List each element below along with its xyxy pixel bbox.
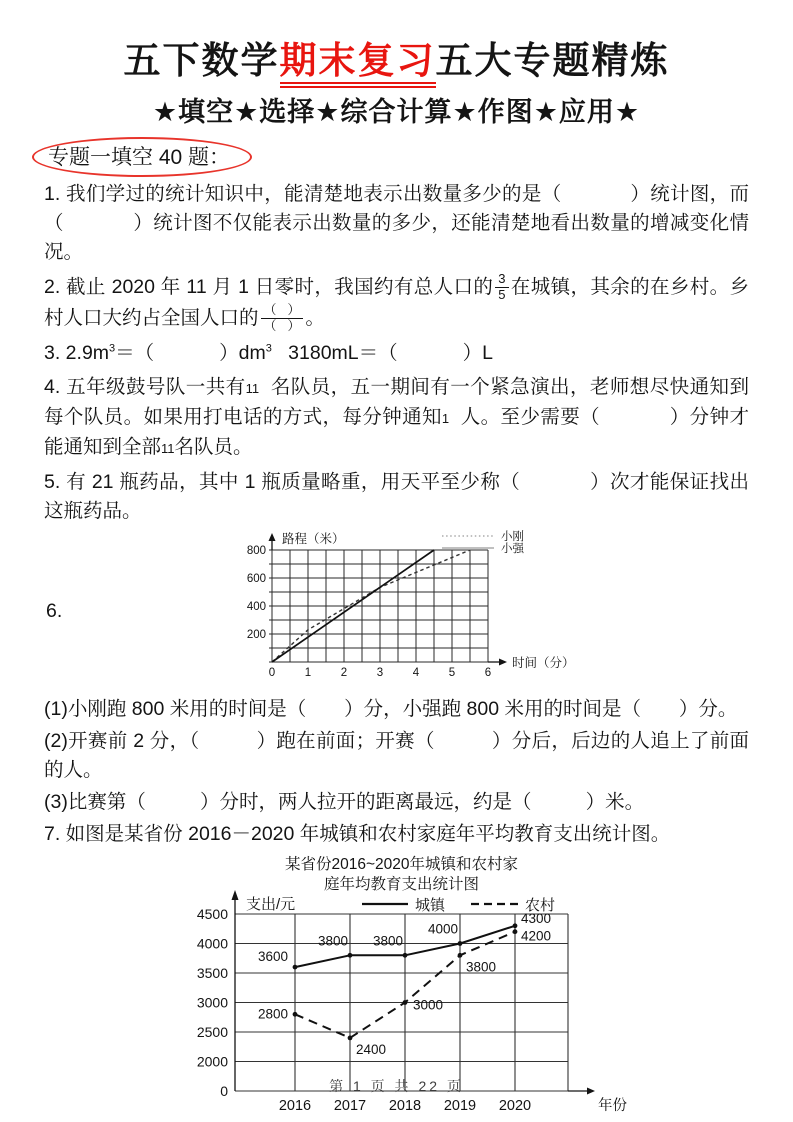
q4-small-number: 1 <box>441 411 450 426</box>
svg-text:2800: 2800 <box>257 1006 288 1022</box>
page-subtitle: ★填空★选择★综合计算★作图★应用★ <box>152 97 641 128</box>
question-1: 1. 我们学过的统计知识中，能清楚地表示出数量多少的是（ ）统计图，而（ ）统计图不仅能表示出数量的多少，还能清楚地看出数量的增减变化情况。 <box>44 183 749 264</box>
q4-small-number: 11 <box>245 381 260 396</box>
q4-text: 4. 五年级鼓号队一共有 <box>44 376 246 398</box>
time-distance-chart-svg <box>242 530 662 688</box>
svg-text:400: 400 <box>246 601 266 613</box>
title-suffix: 五大专题精炼 <box>435 40 670 81</box>
q4-small-number: 11 <box>161 441 175 456</box>
svg-text:小刚: 小刚 <box>501 531 524 543</box>
question-6-label: 6. <box>46 600 63 622</box>
q2-text: 在城镇，其余的在乡村。乡村人口大约占全国人口的 <box>44 276 749 330</box>
svg-text:4300: 4300 <box>520 910 551 926</box>
svg-text:路程（米）: 路程（米） <box>282 532 345 546</box>
page-title <box>44 38 749 84</box>
svg-text:2019: 2019 <box>443 1098 476 1114</box>
svg-text:某省份2016~2020年城镇和农村家: 某省份2016~2020年城镇和农村家 <box>284 856 518 873</box>
svg-text:2016: 2016 <box>278 1098 311 1114</box>
fraction-blank: $\frac{( )}{( )}$ <box>261 303 304 334</box>
svg-text:6: 6 <box>484 667 492 679</box>
svg-text:城镇: 城镇 <box>414 897 445 914</box>
q2-text: 。 <box>305 307 325 330</box>
svg-text:支出/元: 支出/元 <box>245 896 295 913</box>
question-4 <box>44 373 749 463</box>
title-prefix: 五下数学 <box>123 40 280 81</box>
svg-text:2017: 2017 <box>333 1098 366 1114</box>
svg-text:3600: 3600 <box>257 949 288 965</box>
q4-text: 人。至少需要（ ）分钟才能通知到全部 <box>44 406 749 458</box>
question-6-sub-3: (3)比赛第（ ）分时，两人拉开的距离最远，约是（ ）米。 <box>44 791 645 813</box>
question-6-sub-2: (2)开赛前 2 分，（ ）跑在前面；开赛（ ）分后，后边的人追上了前面的人。 <box>44 730 749 781</box>
svg-text:200: 200 <box>246 629 266 641</box>
section-header-row <box>44 137 749 180</box>
svg-text:4000: 4000 <box>196 935 228 952</box>
q3-text: 3. 2.9m <box>44 342 110 364</box>
time-distance-chart <box>242 530 662 693</box>
svg-text:3800: 3800 <box>317 933 348 949</box>
section-badge: 专题一填空 40 题： <box>32 137 252 177</box>
svg-text:2018: 2018 <box>388 1098 421 1114</box>
svg-text:3000: 3000 <box>412 997 443 1013</box>
question-3 <box>44 339 749 368</box>
q2-text: 2. 截止 2020 年 11 月 1 日零时，我国约有总人口的 <box>44 276 494 299</box>
svg-text:4200: 4200 <box>520 928 551 944</box>
svg-text:2400: 2400 <box>355 1041 386 1057</box>
svg-text:3500: 3500 <box>196 965 228 981</box>
question-5: 5. 有 21 瓶药品，其中 1 瓶质量略重，用天平至少称（ ）次才能保证找出这瓶药品。 <box>44 471 749 522</box>
page-footer: 第 1 页 共 22 页 <box>329 1078 464 1094</box>
svg-text:3800: 3800 <box>372 933 403 949</box>
svg-text:农村: 农村 <box>524 897 555 914</box>
svg-text:4: 4 <box>412 667 420 679</box>
svg-text:庭年均教育支出统计图: 庭年均教育支出统计图 <box>323 876 479 893</box>
svg-text:0: 0 <box>268 667 276 679</box>
question-6-row <box>44 530 749 693</box>
q3-superscript: 3 <box>265 342 272 355</box>
svg-text:600: 600 <box>246 573 266 585</box>
svg-text:800: 800 <box>246 545 266 557</box>
svg-text:4500: 4500 <box>196 906 228 922</box>
question-2 <box>44 272 749 334</box>
svg-text:5: 5 <box>448 667 456 679</box>
svg-text:3: 3 <box>376 667 384 679</box>
question-7: 7. 如图是某省份 2016－2020 年城镇和农村家庭年平均教育支出统计图。 <box>44 823 671 845</box>
svg-text:4000: 4000 <box>427 921 458 937</box>
title-highlight: 期末复习 <box>280 40 436 88</box>
q4-text: 名队员，五一期间有一个紧急演出，老师想尽快通知到每个队员。如果用打电话的方式，每分钟通知 <box>44 376 749 428</box>
svg-text:3000: 3000 <box>196 994 228 1011</box>
q3-superscript: 3 <box>109 342 116 355</box>
svg-text:2000: 2000 <box>196 1053 228 1070</box>
svg-text:时间（分）: 时间（分） <box>512 656 575 670</box>
q3-text: 3180mL＝（ ）L <box>271 342 493 364</box>
svg-text:小强: 小强 <box>501 543 524 555</box>
q3-text: ＝（ ）dm <box>115 342 266 364</box>
svg-text:2500: 2500 <box>196 1024 228 1040</box>
svg-text:2020: 2020 <box>498 1098 531 1114</box>
svg-text:1: 1 <box>304 667 312 679</box>
fraction-three-fifths: $\frac{3}{5}$ <box>495 272 508 303</box>
svg-text:年份: 年份 <box>597 1098 627 1114</box>
svg-text:2: 2 <box>340 667 348 679</box>
q4-text: 名队员。 <box>174 436 253 458</box>
svg-text:3800: 3800 <box>465 959 496 975</box>
svg-text:0: 0 <box>219 1083 228 1099</box>
question-6-sub-1: (1)小刚跑 800 米用的时间是（ ）分，小强跑 800 米用的时间是（ ）分。 <box>44 698 738 720</box>
